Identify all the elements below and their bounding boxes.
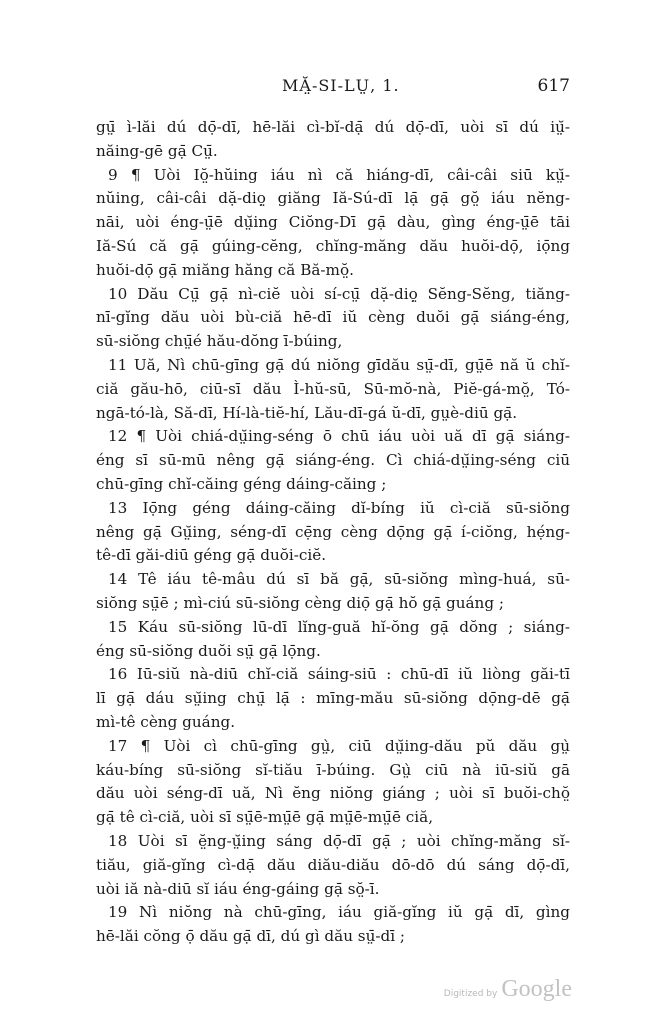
text-line: 15 Káu sū-siŏng lū-dī lĭng-guă hĭ-ŏng gạ̄ dŏng ; siáng- bbox=[108, 617, 570, 636]
text-line: tê-dī găi-diū géng gạ̄ duŏi-ciĕ. bbox=[96, 546, 327, 565]
page-number: 617 bbox=[537, 76, 570, 96]
text-line: éng sī sū-mū nêng gạ̄ siáng-éng. Cì chiá-dṳ̆ing-séng ciū bbox=[96, 451, 570, 470]
text-line: năing-gē gạ̄ Cṳ̄. bbox=[96, 141, 218, 160]
text-line: sū-siŏng chṳ̄é hău-dŏng ī-búing, bbox=[96, 332, 343, 351]
text-line: hē-lăi cŏng ọ̄ dău gạ̄ dī, dú gì dău sṳ̄-dī ; bbox=[96, 927, 406, 946]
text-line: Iă-Sú că gạ̄ gúing-cĕng, chĭng-măng dău huŏi-dọ̄, iọ̄ng bbox=[96, 236, 570, 255]
text-line: 19 Nì niŏng nà chū-gīng, iáu giă-gĭng iŭ gạ̄ dī, gìng bbox=[108, 903, 570, 922]
text-line: nī-gĭng dău uòi bù-ciă hē-dī iŭ cèng duŏi gạ̄ siáng-éng, bbox=[96, 308, 570, 327]
text-line: ciă gău-hō, ciū-sī dău Ì-hŭ-sū, Sū-mŏ-nà, Piĕ-gá-mŏ̤, Tó- bbox=[96, 379, 570, 398]
text-line: 13 Iọ̄ng géng dáing-căing dĭ-bíng iŭ cì-ciă sū-siŏng bbox=[108, 498, 570, 517]
text-line: gạ̄ tê cì-ciă, uòi sī sṳ̄ē-mṳ̄ē gạ̄ mṳ̄ē-mṳ̄ē ciă, bbox=[96, 808, 434, 827]
text-line: dău uòi séng-dī uă, Nì ĕng niŏng giáng ; uòi sī buŏi-chŏ̤ bbox=[96, 784, 570, 803]
running-head: MĂ̤-SI-LṲ, 1. bbox=[282, 76, 400, 95]
body-text bbox=[86, 116, 570, 949]
digitized-watermark bbox=[444, 976, 572, 1004]
text-line: mì-tê cèng guáng. bbox=[96, 712, 236, 731]
text-line: tiău, giă-gĭng cì-dạ̄ dău diău-diău dō-dō dú sáng dọ̄-dī, bbox=[96, 855, 570, 874]
text-line: 11 Uă, Nì chū-gīng gạ̄ dú niŏng gīdău sṳ̄-dī, gṳ̄ē nă ŭ chĭ- bbox=[108, 355, 570, 374]
text-line: ngā-tó-là, Să-dī, Hí-là-tiĕ-hí, Lău-dī-gá ŭ-dī, gṳè-diū gạ̄. bbox=[96, 403, 518, 422]
text-line: 16 Iū-siŭ nà-diū chĭ-ciă sáing-siū : chū-dī iŭ liòng găi-tī bbox=[108, 665, 570, 684]
text-line: 14 Tê iáu tê-mâu dú sī bă gạ̄, sū-siŏng mìng-huá, sū- bbox=[108, 570, 570, 589]
text-line: huŏi-dọ̄ gạ̄ miăng hăng că Bă-mŏ̤. bbox=[96, 260, 354, 279]
text-line: káu-bíng sū-siŏng sĭ-tiău ī-búing. Gṳ̀ ciū nà iū-siŭ gā bbox=[96, 760, 570, 779]
text-line: uòi iă nà-diū sĭ iáu éng-gáing gạ̄ sŏ̤-ī. bbox=[96, 879, 380, 898]
text-line: chū-gīng chĭ-căing géng dáing-căing ; bbox=[96, 474, 387, 493]
text-line: nŭing, câi-câi dặ-diọ̤ giăng Iă-Sú-dī lạ̄ gạ̄ gŏ̤ iáu nĕng- bbox=[96, 189, 570, 208]
text-line: gṳ̄ ì-lăi dú dọ̄-dī, hē-lăi cì-bĭ-dạ̄ dú dọ̄-dī, uòi sī dú iṳ̆- bbox=[96, 118, 570, 136]
watermark-prefix: Digitized by bbox=[443, 989, 498, 999]
text-line: 18 Uòi sī ĕ̤ng-ṳ̆ing sáng dọ̄-dī gạ̄ ; uòi chĭng-măng sĭ- bbox=[108, 831, 570, 850]
text-line: 10 Dău Cṳ̄ gạ̄ nì-ciĕ uòi sí-cṳ̄ dặ-diọ̤ Sĕng-Sĕng, tiăng- bbox=[108, 284, 570, 303]
text-line: 17 ¶ Uòi cì chū-gīng gṳ̀, ciū dṳ̆ing-dău pŭ dău gṳ̀ bbox=[108, 736, 570, 755]
page-header bbox=[82, 76, 572, 100]
text-line: nêng gạ̄ Gṳ̆ing, séng-dī cẹ̄ng cèng dọ̄ng gạ̄ í-ciŏng, hẹ́ng- bbox=[96, 522, 570, 541]
text-line: 12 ¶ Uòi chiá-dṳ̆ing-séng ō chū iáu uòi uă dī gạ̄ siáng- bbox=[108, 427, 570, 446]
text-line: éng sū-siŏng duŏi sṳ̄ gạ̄ lọ̄ng. bbox=[96, 641, 321, 660]
google-logo: Google bbox=[501, 976, 572, 1002]
text-line: 9 ¶ Uòi Iŏ̤-hŭing iáu nì că hiáng-dī, câi-câi siū kṳ̆- bbox=[108, 165, 570, 184]
text-line: nāi, uòi éng-ṳ̄ē dṳ̆ing Ciŏng-Dī gạ̄ dàu, gìng éng-ṳ̄ē tāi bbox=[96, 213, 570, 232]
text-line: lī gạ̄ dáu sṳ̆ing chṳ̄ lạ̄ : mīng-mău sū-siŏng dọ̄ng-dē gạ̄ bbox=[96, 689, 570, 708]
text-line: siŏng sṳ̄ē ; mì-ciú sū-siŏng cèng diọ̄ gạ̄ hŏ gạ̄ guáng ; bbox=[96, 593, 505, 612]
